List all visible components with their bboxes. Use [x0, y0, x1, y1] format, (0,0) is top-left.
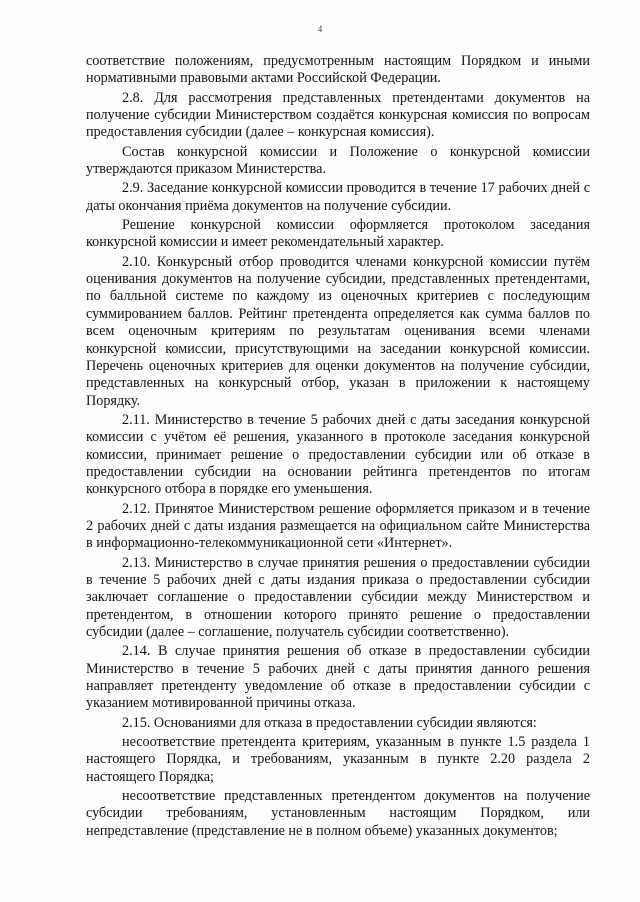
refusal-ground-2: несоответствие представленных претендентом документов на получение субсидии требованиям, установленным настоящим Порядком, или непредставление (представление не в полном объеме) указанных документов; [86, 788, 590, 839]
document-body [86, 53, 590, 840]
paragraph-2-14: 2.14. В случае принятия решения об отказе в предоставлении субсидии Министерство в течение 5 рабочих дней с даты принятия данного решения направляет претенденту уведомление об отказе в предоставлении субсидии с указанием мотивированной причины отказа. [86, 643, 590, 712]
paragraph-commission-decision: Решение конкурсной комиссии оформляется протоколом заседания конкурсной комиссии и имеет рекомендательный характер. [86, 217, 590, 251]
paragraph-2-9: 2.9. Заседание конкурсной комиссии проводится в течение 17 рабочих дней с даты окончания приёма документов на получение субсидии. [86, 180, 590, 214]
refusal-ground-1: несоответствие претендента критериям, указанным в пункте 1.5 раздела 1 настоящего Порядка, и требованиям, указанным в пункте 2.20 раздела 2 настоящего Порядка; [86, 734, 590, 785]
paragraph-2-8: 2.8. Для рассмотрения представленных претендентами документов на получение субсидии Министерством создаётся конкурсная комиссия по вопросам предоставления субсидии (далее – конкурсная комиссия). [86, 89, 590, 141]
paragraph-continuation: соответствие положениям, предусмотренным настоящим Порядком и иными нормативными правовыми актами Российской Федерации. [86, 53, 590, 87]
paragraph-2-12: 2.12. Принятое Министерством решение оформляется приказом и в течение 2 рабочих дней с даты издания размещается на официальном сайте Министерства в информационно-телекоммуникационной сети «Интернет». [86, 500, 590, 552]
paragraph-2-15: 2.15. Основаниями для отказа в предоставлении субсидии являются: [122, 714, 537, 731]
page-number: 4 [317, 24, 323, 34]
paragraph-2-13: 2.13. Министерство в случае принятия решения о предоставлении субсидии в течение 5 рабочих дней с даты издания приказа о предоставлении субсидии заключает соглашение о предоставлении субсидии между Министерством и претендентом, в отношении которого принято решение о предоставлении субсидии (далее – соглашение, получатель субсидии соответственно). [86, 554, 590, 640]
paragraph-2-10: 2.10. Конкурсный отбор проводится членами конкурсной комиссии путём оценивания документов на получение субсидии, представленных претендентами, по балльной системе по каждому из оценочных критериев с последующим суммированием баллов. Рейтинг претендента определяется как сумма баллов по всем оценочным критериям по результатам оценивания всеми членами конкурсной комиссии, присутствующими на заседании конкурсной комиссии. Перечень оценочных критериев для оценки документов на получение субсидии, представленных на конкурсный отбор, указан в приложении к настоящему Порядку. [86, 253, 590, 409]
paragraph-2-11: 2.11. Министерство в течение 5 рабочих дней с даты заседания конкурсной комиссии с учётом её решения, указанного в протоколе заседания конкурсной комиссии, принимает решение о предоставлении субсидии или об отказе в предоставлении субсидии на основании рейтинга претендентов по итогам конкурсного отбора в порядке его уменьшения. [86, 411, 590, 498]
paragraph-commission-composition: Состав конкурсной комиссии и Положение о конкурсной комиссии утверждаются приказом Министерства. [86, 143, 590, 178]
